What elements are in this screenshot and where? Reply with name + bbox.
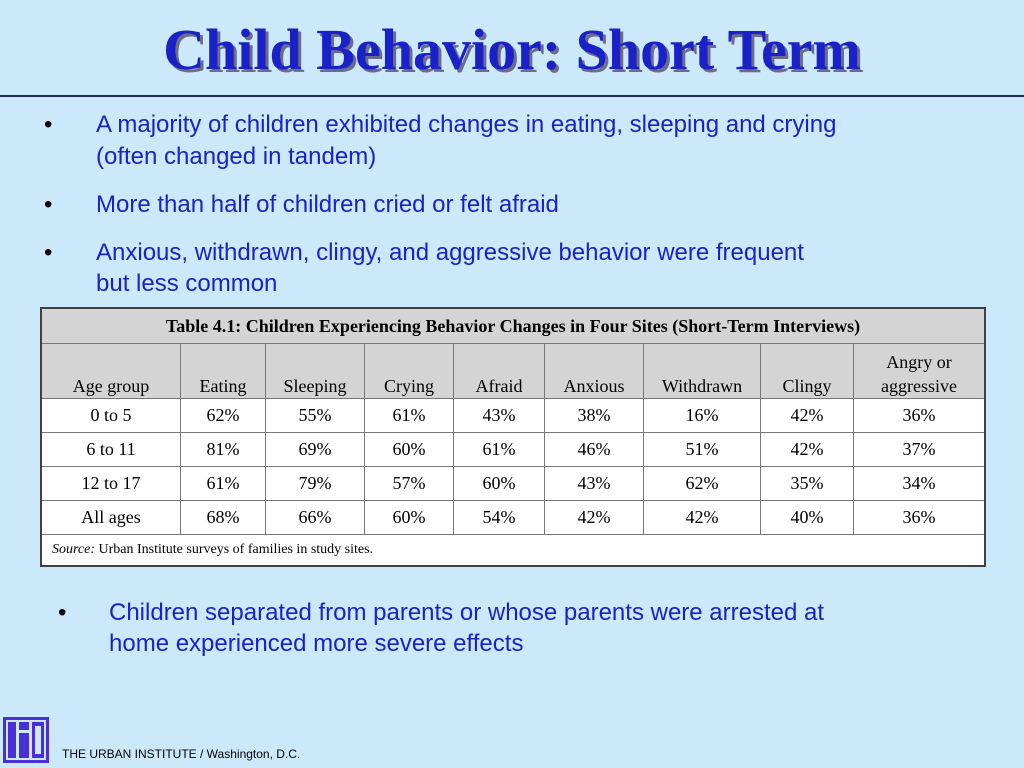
slide-title: Child Behavior: Short Term — [163, 17, 861, 82]
column-header — [854, 344, 986, 399]
column-header: Afraid — [454, 344, 545, 399]
table-caption: Table 4.1: Children Experiencing Behavior Changes in Four Sites (Short-Term Interviews) — [41, 308, 985, 344]
column-header: Eating — [181, 344, 266, 399]
table-cell: 68% — [181, 501, 266, 535]
table-cell: 6 to 11 — [41, 433, 181, 467]
table-cell: 36% — [854, 501, 986, 535]
table-cell: 57% — [365, 467, 454, 501]
table-cell: 43% — [454, 399, 545, 433]
table-cell: 61% — [365, 399, 454, 433]
column-header: Sleeping — [266, 344, 365, 399]
table-cell: 35% — [761, 467, 854, 501]
bullet-dot: • — [44, 111, 53, 138]
column-header-line: Angry or — [886, 352, 952, 372]
bullet-text-line: More than half of children cried or felt afraid — [96, 191, 559, 218]
bullet-dot: • — [44, 239, 53, 266]
table-cell: 46% — [545, 433, 644, 467]
table-cell: 79% — [266, 467, 365, 501]
bullet-text-line: (often changed in tandem) — [96, 143, 377, 170]
table-cell: 43% — [545, 467, 644, 501]
table-row — [41, 467, 985, 501]
bullet-text-line: A majority of children exhibited changes in eating, sleeping and crying — [96, 111, 837, 138]
bullet-text-line: Anxious, withdrawn, clingy, and aggressive behavior were frequent — [96, 239, 804, 266]
table-cell: 62% — [644, 467, 761, 501]
table-cell: 42% — [761, 399, 854, 433]
table-cell: 40% — [761, 501, 854, 535]
column-header-line: aggressive — [881, 376, 957, 396]
table-cell: 42% — [545, 501, 644, 535]
bullet-dot: • — [44, 191, 53, 218]
table-source — [41, 535, 985, 567]
table-cell: 16% — [644, 399, 761, 433]
table-cell: 54% — [454, 501, 545, 535]
column-header: Crying — [365, 344, 454, 399]
table-row — [41, 399, 985, 433]
table-cell: 0 to 5 — [41, 399, 181, 433]
table-cell: 69% — [266, 433, 365, 467]
behavior-table — [40, 307, 986, 567]
footer-credit: THE URBAN INSTITUTE / Washington, D.C. — [62, 747, 301, 761]
column-header: Age group — [41, 344, 181, 399]
table-cell: 34% — [854, 467, 986, 501]
table-cell: 51% — [644, 433, 761, 467]
table-cell: 61% — [181, 467, 266, 501]
table-header-row — [41, 344, 985, 399]
column-header: Clingy — [761, 344, 854, 399]
table-cell: 62% — [181, 399, 266, 433]
table-cell: 60% — [365, 501, 454, 535]
table-cell: 12 to 17 — [41, 467, 181, 501]
bullet-text-line: but less common — [96, 270, 278, 297]
table-cell: 42% — [644, 501, 761, 535]
table-cell: 81% — [181, 433, 266, 467]
table-row — [41, 501, 985, 535]
table-cell: All ages — [41, 501, 181, 535]
column-header: Withdrawn — [644, 344, 761, 399]
table-cell: 61% — [454, 433, 545, 467]
table-cell: 38% — [545, 399, 644, 433]
source-label: Source: — [52, 542, 96, 557]
table-row — [41, 433, 985, 467]
table-cell: 42% — [761, 433, 854, 467]
source-text: Urban Institute surveys of families in study sites. — [98, 542, 374, 557]
title-divider — [0, 95, 1024, 97]
table-cell: 36% — [854, 399, 986, 433]
bullet-text-line: home experienced more severe effects — [109, 630, 524, 657]
table-cell: 60% — [365, 433, 454, 467]
column-header: Anxious — [545, 344, 644, 399]
bullet-dot: • — [58, 599, 67, 626]
urban-institute-logo-icon — [2, 716, 50, 764]
table-source-row — [41, 535, 985, 567]
table-cell: 37% — [854, 433, 986, 467]
table-cell: 60% — [454, 467, 545, 501]
bullet-text-line: Children separated from parents or whose parents were arrested at — [109, 599, 825, 626]
table-cell: 66% — [266, 501, 365, 535]
table-cell: 55% — [266, 399, 365, 433]
